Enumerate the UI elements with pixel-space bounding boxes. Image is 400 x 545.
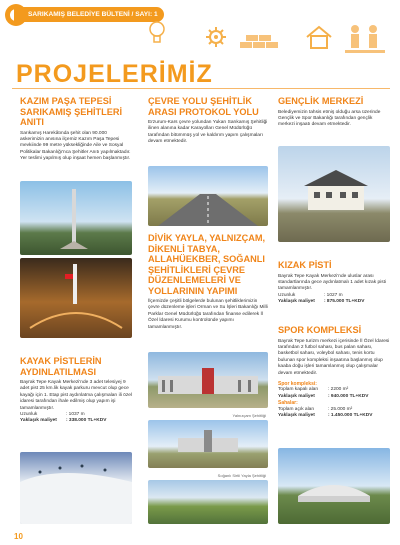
heading: DİVİK YAYLA, YALNIZÇAM, DİKENLİ TABYA, ALLAHÜEKBER, SOĞANLI ŞEHİTLİKLERİ ÇEVRE DÜZENLEMELERİ VE YOLLARININ YAPIMI: [148, 233, 266, 296]
heading: ÇEVRE YOLU ŞEHİTLİK ARASI PROTOKOL YOLU: [148, 96, 259, 117]
people-icon: [345, 22, 385, 58]
title-divider: [12, 88, 390, 89]
page-title: PROJELERİMİZ: [16, 60, 213, 88]
article-cevre: [148, 96, 268, 146]
monument-photo-1: [20, 181, 132, 255]
photo-caption: Soğanlı Sirtli Yayla Şehitliği: [217, 473, 266, 478]
photo-caption: Yalnızçam Şehitliği: [232, 413, 266, 418]
subheading: Sahalar:: [278, 400, 298, 407]
lightbulb-icon: [148, 20, 166, 46]
subheading: Spor kompleksi:: [278, 380, 317, 387]
spec-row: Yaklaşık maliyet : 940.000 TL+KDV: [278, 393, 369, 399]
decorative-icon-row: [90, 20, 390, 65]
body-text: Bayrak Tepe Kayak Merkezi'nde uluslar arası standartlarında gece aydınlatmalı 1 adet kızak pisti tamamlanmıştır.: [278, 273, 386, 292]
spec-row: Uzunluk : 1037 m: [20, 412, 85, 418]
spec-row: Toplam açık alan : 25.000 m²: [278, 406, 353, 412]
page-number: 10: [14, 532, 23, 541]
youth-center-photo: [278, 146, 390, 242]
spec-row: Yaklaşık maliyet : 875.000 TL+KDV: [278, 299, 365, 305]
article-kazim: [20, 96, 132, 163]
spec-row: Yaklaşık maliyet : 1.450.000 TL+KDV: [278, 412, 373, 418]
bricks-icon: [240, 30, 280, 50]
landscape-photo: [148, 480, 268, 524]
body-text: Bayrak Tepe turizm merkezi içerisinde İl Özel İdaresi tarafından 2 futbol sahası, bus palan sahası, basketbol sahası, voleybol sahası, tenis kortu bulunan spor kompleksi inşaatına başlanmış olup kaaba doğu işleri tamamlanmış olup çalışmalar devam etmektedir.: [278, 338, 390, 376]
heading: KAZIM PAŞA TEPESİ SARIKAMIŞ ŞEHİTLERİ ANITI: [20, 96, 123, 127]
body-text: Erzurum-Kars çevre yolundan Yukarı Sarıkamış Şehitliği ilinen alanına kadar Karayolları Genel Müdürlüğü tarafından bitümmüş yol ve kaldırım yapım çalışmaları devam etmektedir.: [148, 120, 268, 145]
bulletin-title: SARIKAMIŞ BELEDİYE BÜLTENİ / SAYI: 1: [14, 7, 164, 22]
heading: GENÇLİK MERKEZİ: [278, 96, 364, 106]
ski-slope-photo: [20, 452, 132, 524]
heading: KIZAK PİSTİ: [278, 260, 332, 270]
spec-row: Toplam kapalı alan : 2200 m²: [278, 387, 349, 393]
spec-row: Uzunluk : 1027 m: [278, 292, 343, 298]
spec-row: Yaklaşık maliyet : 338.000 TL+KDV: [20, 418, 107, 424]
body-text: Bayrak Tepe Kayak Merkezi'nde 3 adet telesiyej 9 adet pist 25 km.lik kayak parkuru mevcut olup gece kayağı için 1. Etap pist aydınlatma çalışmaları ili özel idaresi tarafından ihale edilmiş olup yapım işi tamamlanmıştır.: [20, 380, 132, 411]
article-genclik: [278, 96, 390, 129]
article-divik: [148, 233, 268, 331]
heading: KAYAK PİSTLERİN AYDINLATILMASI: [20, 356, 102, 377]
body-text: Sarıkamış Harekâtında şehit olan 90.000 askerimizin anısına ilçemiz Kazım Paşa Tepesi mevkiinde 99 metre yüksekliğinde Aile ve Sosyal Politikalar Bakanlığı'nca Şehitler Anıtı yapılmaktadır. Yer teslimi yapılmış olup inşaat hemen başlanmıştır.: [20, 130, 131, 162]
road-photo: [148, 166, 268, 226]
cemetery-photo-1: [148, 352, 268, 408]
monument-photo-2: [20, 258, 132, 338]
article-kizak: [278, 260, 390, 306]
cemetery-photo-2: [148, 420, 268, 468]
article-kayak: [20, 356, 132, 425]
house-icon: [305, 24, 333, 50]
gear-icon: [205, 26, 227, 48]
body-text: Belediyemizin tahsis etmiş olduğu arsa üzerinde Gençlik ve Spor Bakanlığı tarafından gençlik merkezi inşaatı devam etmektedir.: [278, 109, 381, 128]
sports-complex-photo: [278, 448, 390, 524]
body-text: İlçemizde çeşitli bölgelerde bulunan şehitliklerimizin çevre düzenleme işleri Orman ve Su İşleri Bakanlığı Milli Parklar Genel Müdürlüğü tarafından finanse edilerek İl Özel İdaresi Kurumu kontrolünde yapımı tamamlanmıştır.: [148, 299, 268, 330]
heading: SPOR KOMPLEKSİ: [278, 325, 362, 335]
article-spor: [278, 325, 390, 419]
